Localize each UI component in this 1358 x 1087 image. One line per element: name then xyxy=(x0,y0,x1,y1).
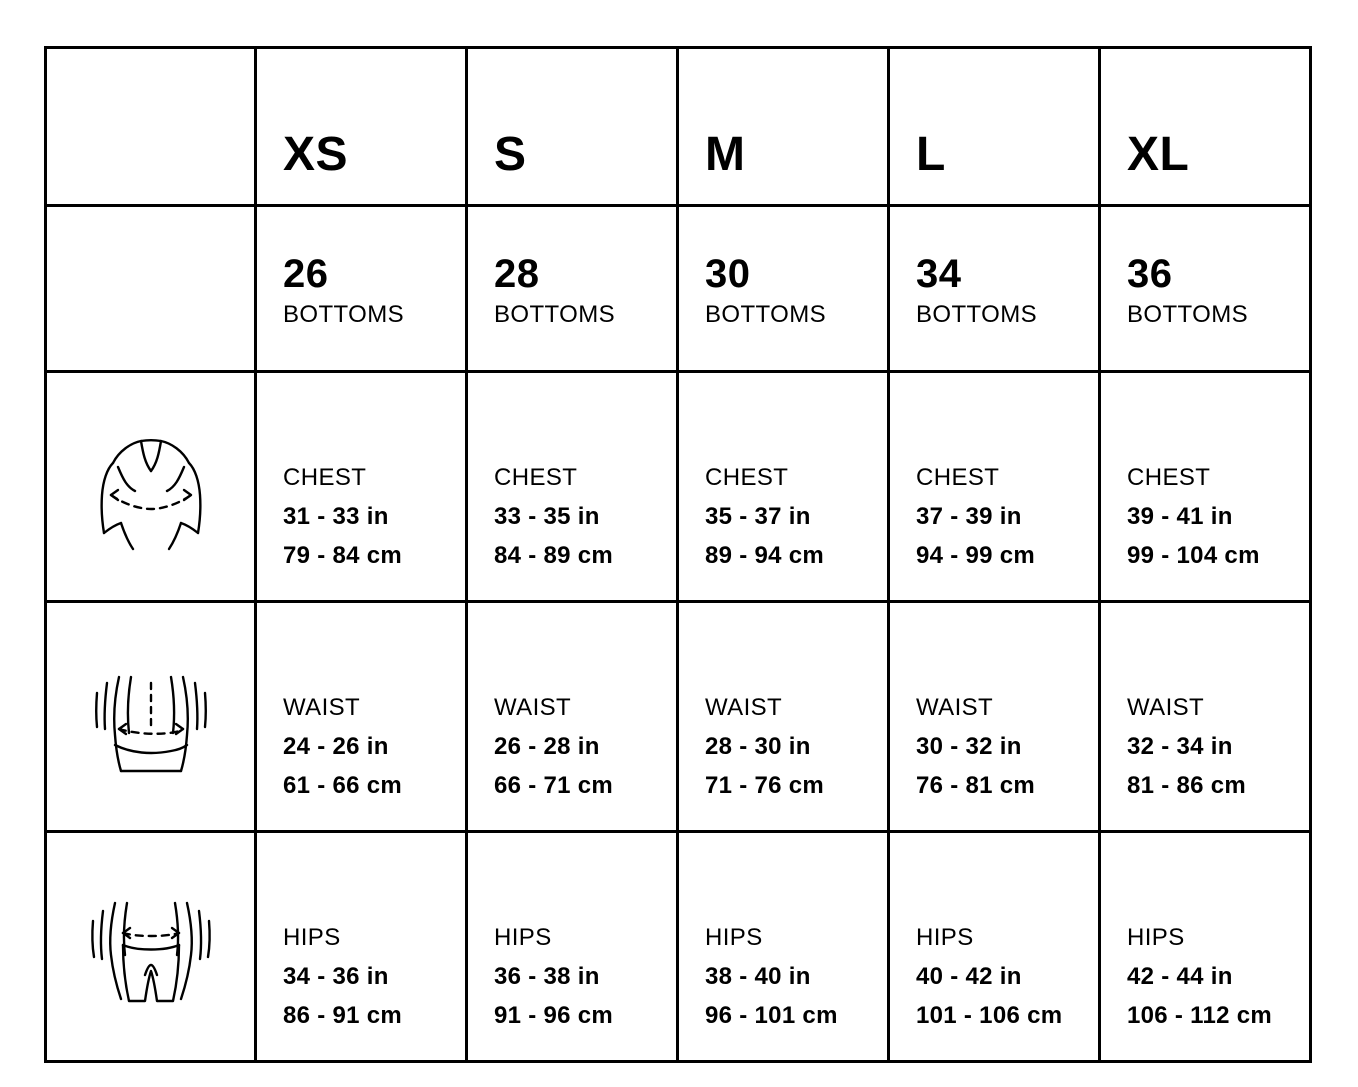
measure-label: WAIST xyxy=(1127,694,1205,721)
measure-inches: 40 - 42 in xyxy=(916,963,1022,990)
bottoms-label: BOTTOMS xyxy=(1127,301,1249,328)
measure-label: WAIST xyxy=(916,694,994,721)
hips-icon-cell xyxy=(46,832,256,1062)
waist-measure-icon xyxy=(47,603,254,830)
bottoms-value: 28 xyxy=(494,252,540,296)
measure-label: CHEST xyxy=(1127,464,1211,491)
waist-cell-xs xyxy=(256,602,467,832)
bottoms-value: 34 xyxy=(916,252,962,296)
measure-cm: 96 - 101 cm xyxy=(705,1002,838,1029)
corner-cell xyxy=(46,48,256,206)
chest-icon-cell xyxy=(46,372,256,602)
bottoms-label: BOTTOMS xyxy=(494,301,616,328)
waist-cell-s xyxy=(467,602,678,832)
bottoms-value: 30 xyxy=(705,252,751,296)
bottoms-cell-l xyxy=(889,206,1100,372)
hips-cell-xl xyxy=(1100,832,1311,1062)
size-chart-table xyxy=(44,46,1312,1063)
measure-cm: 76 - 81 cm xyxy=(916,772,1036,799)
measure-inches: 28 - 30 in xyxy=(705,733,811,760)
measure-inches: 39 - 41 in xyxy=(1127,503,1233,530)
measure-label: CHEST xyxy=(916,464,1000,491)
measure-cm: 101 - 106 cm xyxy=(916,1002,1063,1029)
measure-label: HIPS xyxy=(1127,924,1185,951)
hips-cell-xs xyxy=(256,832,467,1062)
bottoms-icon-cell xyxy=(46,206,256,372)
bottoms-cell-xl xyxy=(1100,206,1311,372)
size-header-l xyxy=(889,48,1100,206)
size-header-xl xyxy=(1100,48,1311,206)
measure-inches: 26 - 28 in xyxy=(494,733,600,760)
hips-cell-l xyxy=(889,832,1100,1062)
measure-inches: 37 - 39 in xyxy=(916,503,1022,530)
size-label: XS xyxy=(283,128,349,181)
measure-inches: 30 - 32 in xyxy=(916,733,1022,760)
table-row-chest xyxy=(46,372,1311,602)
measure-inches: 35 - 37 in xyxy=(705,503,811,530)
measure-label: WAIST xyxy=(494,694,572,721)
waist-cell-m xyxy=(678,602,889,832)
chest-cell-l xyxy=(889,372,1100,602)
measure-cm: 94 - 99 cm xyxy=(916,542,1036,569)
size-header-m xyxy=(678,48,889,206)
bottoms-cell-xs xyxy=(256,206,467,372)
waist-cell-xl xyxy=(1100,602,1311,832)
measure-cm: 99 - 104 cm xyxy=(1127,542,1260,569)
measure-cm: 106 - 112 cm xyxy=(1127,1002,1273,1029)
measure-cm: 84 - 89 cm xyxy=(494,542,614,569)
measure-cm: 66 - 71 cm xyxy=(494,772,614,799)
measure-cm: 89 - 94 cm xyxy=(705,542,825,569)
measure-label: WAIST xyxy=(705,694,783,721)
bottoms-label: BOTTOMS xyxy=(283,301,405,328)
waist-cell-l xyxy=(889,602,1100,832)
bottoms-cell-m xyxy=(678,206,889,372)
table-row-sizes xyxy=(46,48,1311,206)
measure-label: HIPS xyxy=(283,924,341,951)
bottoms-label: BOTTOMS xyxy=(916,301,1038,328)
size-label: S xyxy=(494,128,527,181)
chest-cell-s xyxy=(467,372,678,602)
measure-cm: 81 - 86 cm xyxy=(1127,772,1247,799)
size-label: M xyxy=(705,128,746,181)
measure-label: HIPS xyxy=(494,924,552,951)
size-header-s xyxy=(467,48,678,206)
measure-cm: 86 - 91 cm xyxy=(283,1002,403,1029)
chest-cell-xl xyxy=(1100,372,1311,602)
hips-cell-m xyxy=(678,832,889,1062)
hips-cell-s xyxy=(467,832,678,1062)
measure-label: CHEST xyxy=(494,464,578,491)
measure-label: HIPS xyxy=(705,924,763,951)
measure-label: CHEST xyxy=(705,464,789,491)
measure-inches: 33 - 35 in xyxy=(494,503,600,530)
size-label: XL xyxy=(1127,128,1190,181)
measure-cm: 71 - 76 cm xyxy=(705,772,825,799)
measure-inches: 36 - 38 in xyxy=(494,963,600,990)
measure-label: WAIST xyxy=(283,694,361,721)
measure-cm: 91 - 96 cm xyxy=(494,1002,614,1029)
measure-inches: 42 - 44 in xyxy=(1127,963,1233,990)
bottoms-label: BOTTOMS xyxy=(705,301,827,328)
table-row-waist xyxy=(46,602,1311,832)
waist-icon-cell xyxy=(46,602,256,832)
chest-cell-m xyxy=(678,372,889,602)
bottoms-value: 26 xyxy=(283,252,329,296)
chest-cell-xs xyxy=(256,372,467,602)
measure-cm: 61 - 66 cm xyxy=(283,772,403,799)
measure-inches: 38 - 40 in xyxy=(705,963,811,990)
measure-cm: 79 - 84 cm xyxy=(283,542,403,569)
measure-label: CHEST xyxy=(283,464,367,491)
measure-inches: 31 - 33 in xyxy=(283,503,389,530)
size-header-xs xyxy=(256,48,467,206)
size-label: L xyxy=(916,128,946,181)
bottoms-value: 36 xyxy=(1127,252,1173,296)
measure-inches: 24 - 26 in xyxy=(283,733,389,760)
table-row-bottoms xyxy=(46,206,1311,372)
chest-measure-icon xyxy=(47,373,254,600)
measure-label: HIPS xyxy=(916,924,974,951)
hips-measure-icon xyxy=(47,833,254,1060)
measure-inches: 32 - 34 in xyxy=(1127,733,1233,760)
bottoms-cell-s xyxy=(467,206,678,372)
table-row-hips xyxy=(46,832,1311,1062)
measure-inches: 34 - 36 in xyxy=(283,963,389,990)
